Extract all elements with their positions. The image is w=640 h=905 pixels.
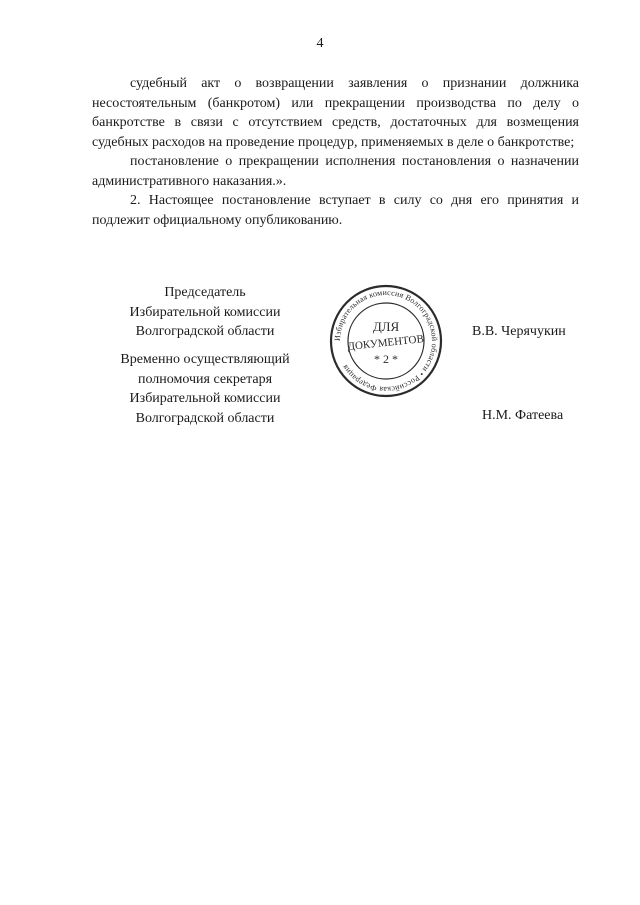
chair-name: В.В. Черячукин bbox=[472, 324, 566, 339]
secretary-title-line: полномочия секретаря bbox=[137, 371, 273, 387]
chair-title-line: Волгоградской области bbox=[135, 324, 275, 339]
paragraph-entry-into-force: 2. Настоящее постановление вступает в силу со дня его принятия и подлежит официальному опубликованию. bbox=[92, 193, 579, 228]
secretary-title-line: Временно осуществляющий bbox=[120, 352, 290, 367]
page-number: 4 bbox=[316, 36, 324, 51]
stamp-line-1: ДЛЯ bbox=[372, 319, 400, 334]
stamp-line-2: ДОКУМЕНТОВ bbox=[346, 333, 425, 353]
chair-title-line: Председатель bbox=[164, 285, 246, 300]
official-stamp bbox=[328, 283, 444, 399]
secretary-title-line: Избирательной комиссии bbox=[129, 391, 281, 406]
paragraph-termination-resolution: постановление о прекращении исполнения постановления о назначении административного наказания.». bbox=[92, 154, 579, 189]
stamp-ring-text: Избирательная комиссия Волгоградской области • Российская Федерация bbox=[332, 287, 440, 395]
chair-title-line: Избирательной комиссии bbox=[129, 304, 281, 320]
stamp-line-3: * 2 * bbox=[374, 352, 398, 366]
document-body bbox=[92, 74, 579, 230]
secretary-title-line: Волгоградской области bbox=[135, 410, 275, 426]
secretary-name: Н.М. Фатеева bbox=[482, 408, 564, 423]
paragraph-court-act: судебный акт о возвращении заявления о признании должника несостоятельным (банкротом) или прекращении производства по делу о банкротстве в связи с отсутствием средств, достаточных для возмещения судебных расходов на проведение процедур, применяемых в деле о банкротстве; bbox=[92, 76, 579, 150]
secretary-title-block bbox=[90, 350, 320, 428]
chair-title-block bbox=[90, 283, 320, 342]
